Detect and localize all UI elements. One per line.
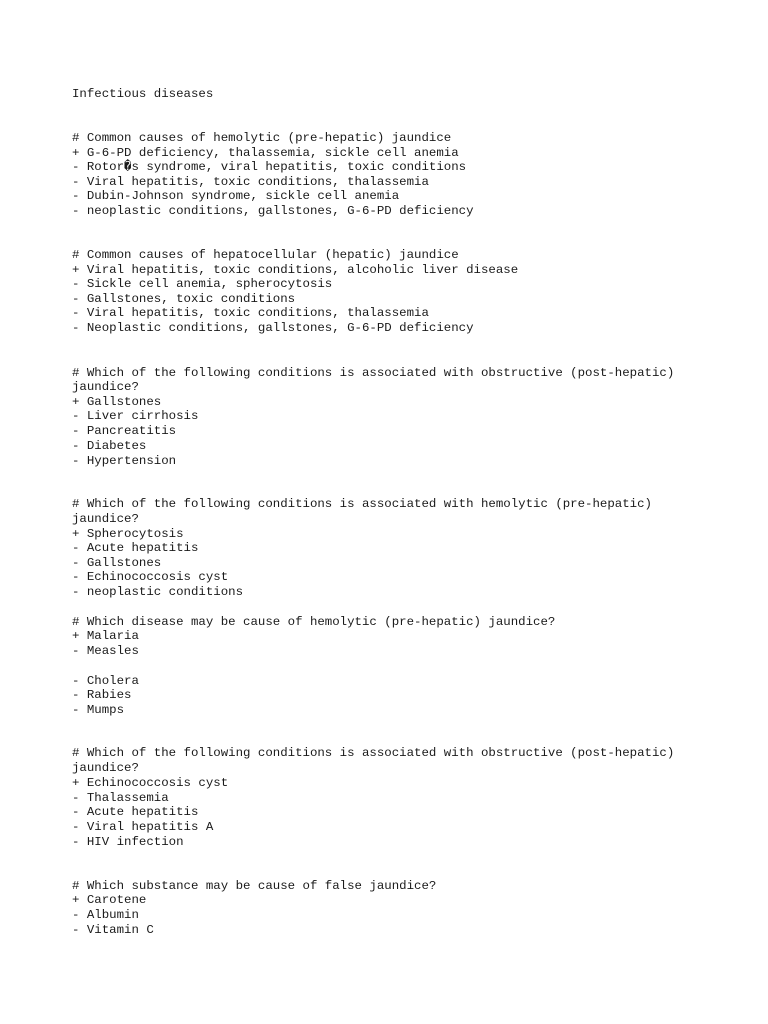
answer-option: - HIV infection [72, 835, 184, 849]
question-text: # Which substance may be cause of false jaundice? [72, 879, 437, 893]
question-text: # Which of the following conditions is associated with obstructive (post-hepatic) [72, 366, 675, 380]
correct-answer: + Viral hepatitis, toxic conditions, alcoholic liver disease [72, 263, 519, 277]
question-text: # Which of the following conditions is associated with hemolytic (pre-hepatic) [72, 497, 652, 511]
document-title: Infectious diseases [72, 87, 214, 101]
answer-option: - Acute hepatitis [72, 541, 199, 555]
answer-option: - Viral hepatitis, toxic conditions, thalassemia [72, 175, 429, 189]
question-text-continued: jaundice? [72, 380, 139, 394]
question-text: # Common causes of hepatocellular (hepatic) jaundice [72, 248, 459, 262]
question-text-continued: jaundice? [72, 512, 139, 526]
answer-option: - Hypertension [72, 454, 177, 468]
answer-option: - Cholera [72, 674, 139, 688]
answer-option: - Mumps [72, 703, 125, 717]
correct-answer: + Gallstones [72, 395, 162, 409]
answer-option: - Rabies [72, 688, 132, 702]
answer-option: - Viral hepatitis A [72, 820, 214, 834]
answer-option: - Neoplastic conditions, gallstones, G-6-PD deficiency [72, 321, 474, 335]
answer-option: - Gallstones, toxic conditions [72, 292, 296, 306]
answer-option: - Diabetes [72, 439, 147, 453]
answer-option: - Dubin-Johnson syndrome, sickle cell anemia [72, 189, 400, 203]
correct-answer: + G-6-PD deficiency, thalassemia, sickle cell anemia [72, 146, 459, 160]
answer-option: - neoplastic conditions, gallstones, G-6-PD deficiency [72, 204, 474, 218]
answer-option: - Sickle cell anemia, spherocytosis [72, 277, 333, 291]
question-text: # Common causes of hemolytic (pre-hepatic) jaundice [72, 131, 452, 145]
question-text: # Which of the following conditions is associated with obstructive (post-hepatic) [72, 746, 675, 760]
answer-option: - Albumin [72, 908, 139, 922]
correct-answer: + Echinococcosis cyst [72, 776, 229, 790]
answer-option: - Thalassemia [72, 791, 169, 805]
answer-option: - Liver cirrhosis [72, 409, 199, 423]
answer-option: - Acute hepatitis [72, 805, 199, 819]
correct-answer: + Spherocytosis [72, 527, 184, 541]
answer-option: - Pancreatitis [72, 424, 177, 438]
answer-option: - Measles [72, 644, 139, 658]
answer-option: - Rotor�s syndrome, viral hepatitis, toxic conditions [72, 160, 467, 174]
answer-option: - Vitamin C [72, 923, 154, 937]
answer-option: - Gallstones [72, 556, 162, 570]
question-text-continued: jaundice? [72, 761, 139, 775]
correct-answer: + Malaria [72, 629, 139, 643]
answer-option: - neoplastic conditions [72, 585, 244, 599]
answer-option: - Echinococcosis cyst [72, 570, 229, 584]
correct-answer: + Carotene [72, 893, 147, 907]
question-text: # Which disease may be cause of hemolytic (pre-hepatic) jaundice? [72, 615, 556, 629]
answer-option: - Viral hepatitis, toxic conditions, thalassemia [72, 306, 429, 320]
